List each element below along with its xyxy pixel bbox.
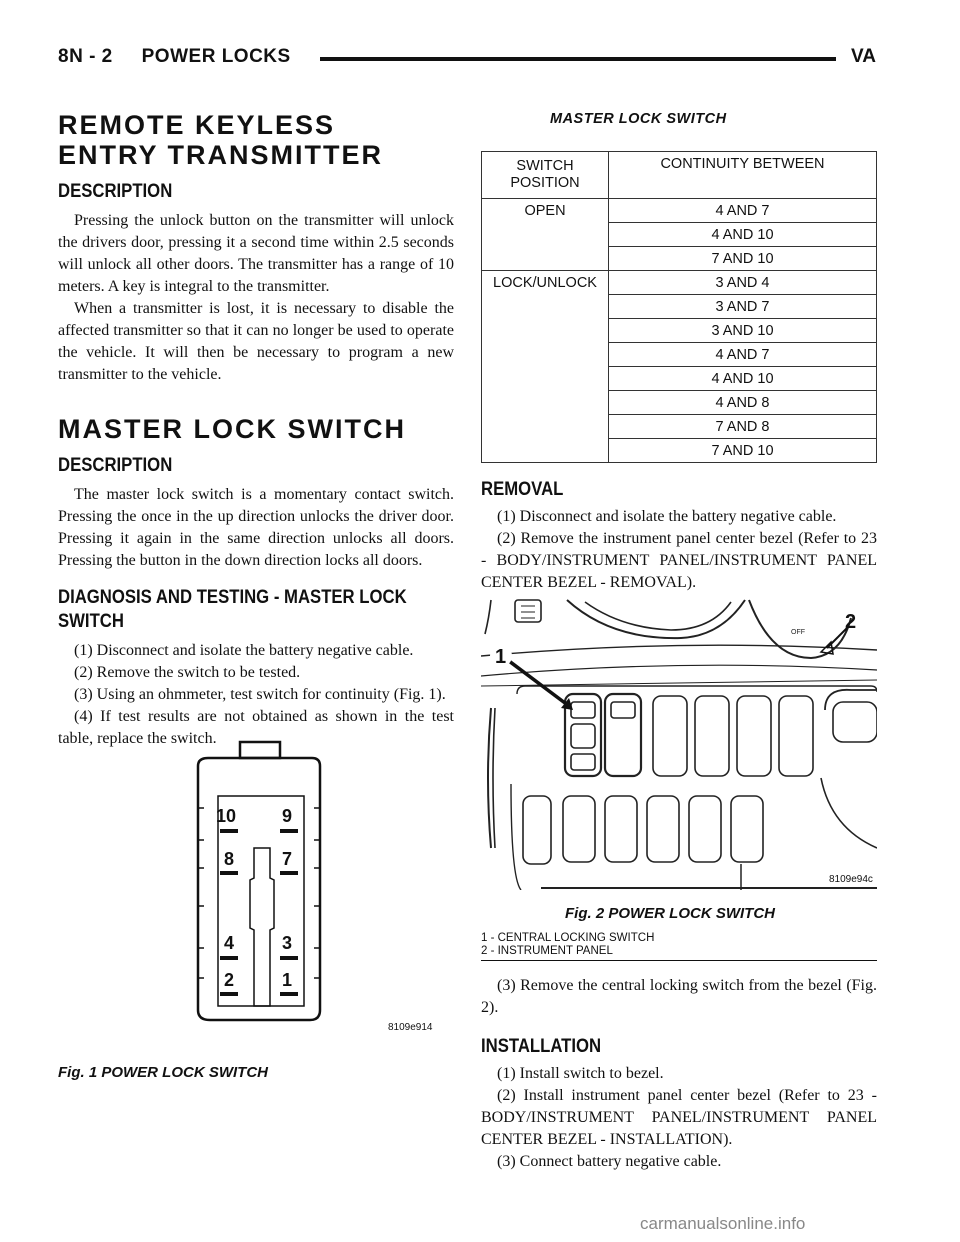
- header-manual-code: VA: [851, 46, 876, 67]
- paragraph-master-lock-description: The master lock switch is a momentary contact switch. Pressing the once in the up direction unlocks the driver door. Pressing it again in the same direction unlocks all doors. Pressing the button in the down direction locks all doors.: [58, 486, 454, 569]
- watermark-text: carmanualsonline.info: [640, 1214, 806, 1233]
- installation-step-2: (2) Install instrument panel center bezel (Refer to 23 - BODY/INSTRUMENT PANEL/INSTRUMENT PANEL CENTER BEZEL - INSTALLATION).: [481, 1087, 877, 1148]
- table-cell: 7 AND 10: [609, 247, 877, 271]
- pin-label-1: 1: [282, 970, 293, 990]
- page-header: [58, 46, 876, 76]
- pin-label-4: 4: [224, 933, 235, 953]
- pin-8-contact: [220, 871, 238, 875]
- table-header-row: [482, 152, 877, 199]
- legend-item-2: 2 - INSTRUMENT PANEL: [481, 945, 613, 957]
- pin-label-9: 9: [282, 806, 293, 826]
- subheading-installation: INSTALLATION: [481, 1036, 602, 1057]
- pin-2-contact: [220, 992, 238, 996]
- figure-1-switch-connector: [180, 738, 450, 1038]
- left-column: [58, 110, 454, 750]
- table-cell: 4 AND 8: [609, 391, 877, 415]
- pin-label-10: 10: [216, 806, 237, 826]
- figure-2-legend: [481, 932, 654, 958]
- pin-label-3: 3: [282, 933, 293, 953]
- removal-step-3: (3) Remove the central locking switch from the bezel (Fig. 2).: [481, 977, 877, 1016]
- table-row: [482, 271, 877, 295]
- table-cell: 3 AND 4: [609, 271, 877, 295]
- removal-continued: [481, 975, 877, 1173]
- pin-1-contact: [280, 992, 298, 996]
- installation-step-3: (3) Connect battery negative cable.: [497, 1153, 722, 1170]
- legend-item-1: 1 - CENTRAL LOCKING SWITCH: [481, 932, 655, 944]
- pin-label-7: 7: [282, 849, 293, 869]
- subheading-removal: REMOVAL: [481, 479, 564, 500]
- table-cell: 4 AND 7: [609, 199, 877, 223]
- removal-section: [481, 478, 877, 594]
- legend-rule: [481, 960, 877, 961]
- subheading-description-1: DESCRIPTION: [58, 181, 173, 202]
- table-cell: 4 AND 10: [609, 223, 877, 247]
- table-row: [482, 199, 877, 223]
- removal-step-2: (2) Remove the instrument panel center bezel (Refer to 23 - BODY/INSTRUMENT PANEL/INSTRUMENT PANEL CENTER BEZEL - REMOVAL).: [481, 530, 877, 591]
- continuity-table: [481, 151, 877, 463]
- figure-1-caption: Fig. 1 POWER LOCK SWITCH: [58, 1064, 268, 1081]
- subheading-description-2: DESCRIPTION: [58, 455, 173, 476]
- paragraph-transmitter-lost: When a transmitter is lost, it is necessary to disable the affected transmitter so that it can no longer be used to operate the vehicle. It will then be necessary to program a new transmitter to the vehicle.: [58, 300, 454, 383]
- pin-label-2: 2: [224, 970, 235, 990]
- pin-label-8: 8: [224, 849, 235, 869]
- header-switch-position: SWITCH POSITION: [482, 152, 609, 199]
- callout-2: 2: [845, 611, 857, 633]
- diagnosis-step-3: (3) Using an ohmmeter, test switch for continuity (Fig. 1).: [74, 686, 446, 703]
- table-cell: 7 AND 8: [609, 415, 877, 439]
- position-lock-unlock: LOCK/UNLOCK: [482, 271, 609, 463]
- figure-2-instrument-panel-photo: [481, 598, 877, 890]
- diagnosis-step-2: (2) Remove the switch to be tested.: [74, 664, 301, 681]
- figure-2-caption: Fig. 2 POWER LOCK SWITCH: [565, 905, 775, 922]
- header-continuity-between: CONTINUITY BETWEEN: [609, 152, 877, 199]
- table-cell: 3 AND 7: [609, 295, 877, 319]
- pin-3-contact: [280, 956, 298, 960]
- header-rule: [320, 57, 836, 61]
- svg-text:OFF: OFF: [791, 629, 805, 636]
- table-title: MASTER LOCK SWITCH: [550, 111, 727, 127]
- pin-4-contact: [220, 956, 238, 960]
- callout-1: 1: [495, 646, 507, 668]
- table-cell: 4 AND 7: [609, 343, 877, 367]
- pin-10-contact: [220, 829, 238, 833]
- connector-diagram: [180, 738, 450, 1038]
- diagnosis-step-4: (4) If test results are not obtained as shown in the test table, replace the switch.: [58, 708, 454, 747]
- diagnosis-step-1: (1) Disconnect and isolate the battery negative cable.: [74, 642, 414, 659]
- section-title-master-lock: MASTER LOCK SWITCH: [58, 414, 406, 444]
- table-cell: 7 AND 10: [609, 439, 877, 463]
- installation-step-1: (1) Install switch to bezel.: [497, 1065, 664, 1082]
- subheading-diagnosis-testing: DIAGNOSIS AND TESTING - MASTER LOCK SWITCH: [58, 587, 407, 632]
- pin-9-contact: [280, 829, 298, 833]
- section-title-remote-keyless: REMOTE KEYLESS ENTRY TRANSMITTER: [58, 110, 384, 170]
- table-cell: 4 AND 10: [609, 367, 877, 391]
- paragraph-transmitter-function: Pressing the unlock button on the transmitter will unlock the drivers door, pressing it a second time within 2.5 seconds will unlock all other doors. The transmitter has a range of 10 meters. A key is integral to the transmitter.: [58, 212, 454, 295]
- figure-1-code: 8109e914: [388, 1022, 433, 1033]
- removal-step-1: (1) Disconnect and isolate the battery negative cable.: [497, 508, 837, 525]
- figure-2-code: 8109e94c: [829, 874, 873, 885]
- pin-7-contact: [280, 871, 298, 875]
- header-section-label: 8N - 2 POWER LOCKS: [58, 46, 291, 67]
- instrument-panel-illustration: [481, 598, 877, 890]
- position-open: OPEN: [482, 199, 609, 271]
- table-cell: 3 AND 10: [609, 319, 877, 343]
